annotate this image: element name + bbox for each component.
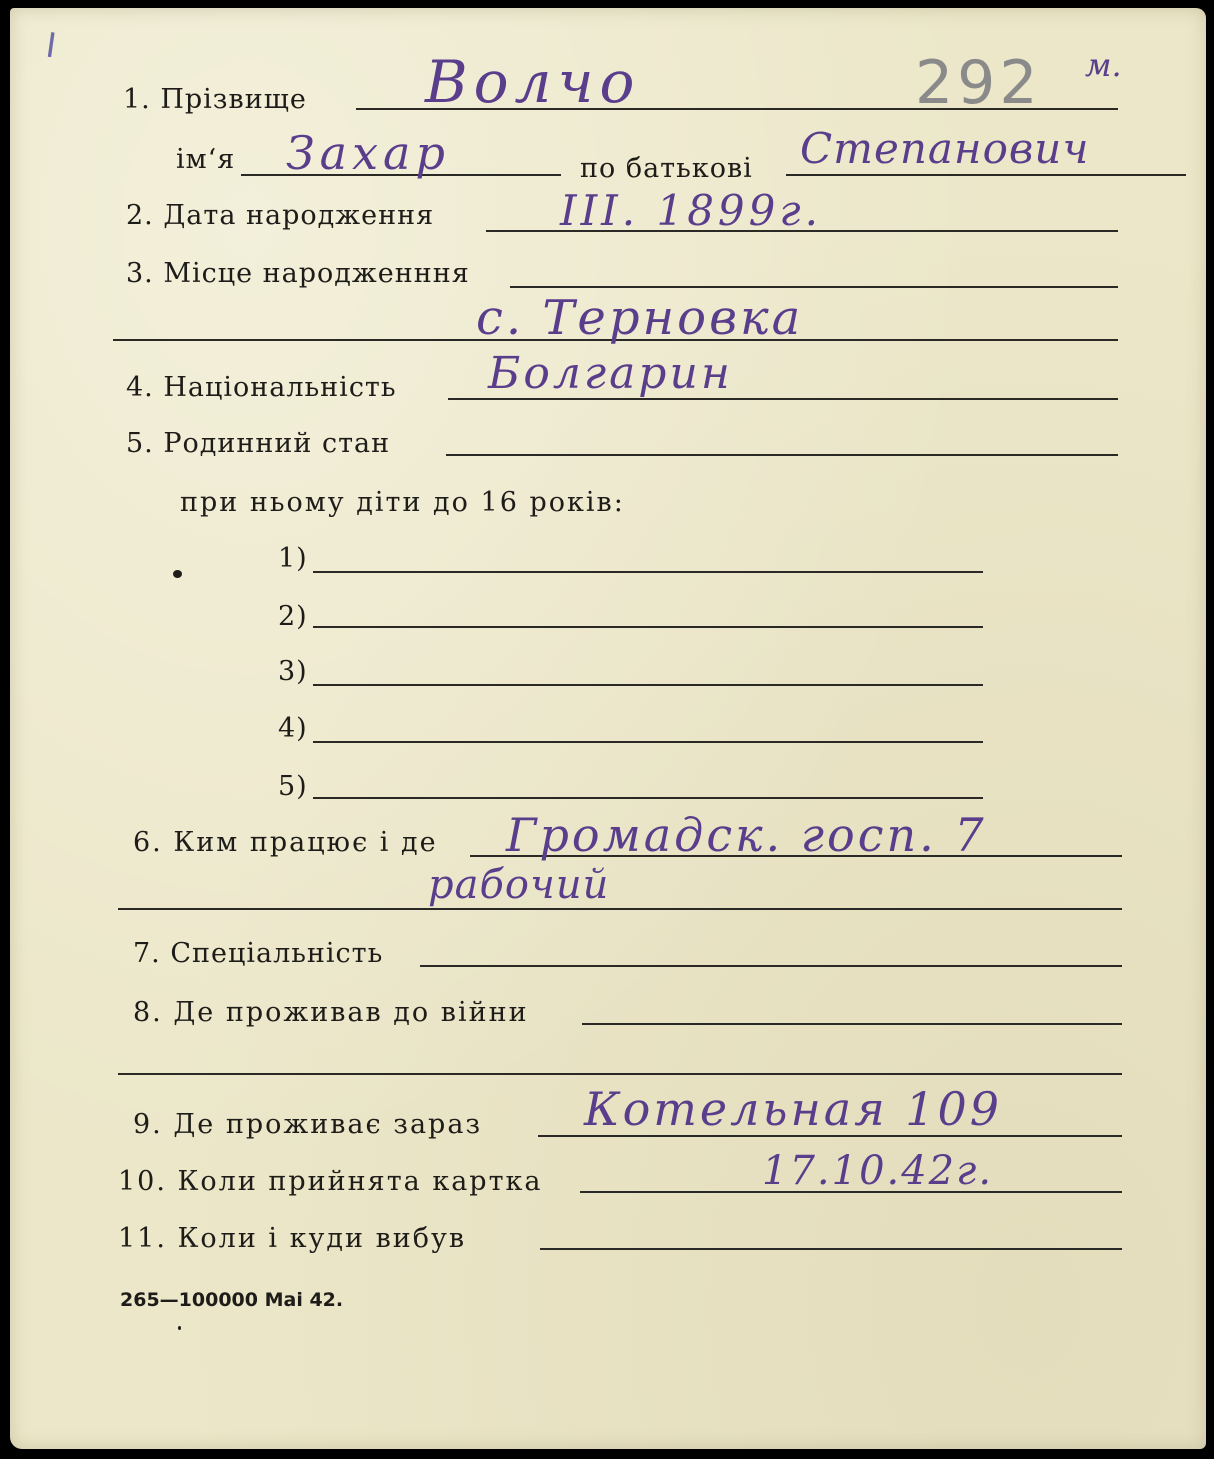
- surname-label: 1. Прізвище: [123, 84, 307, 115]
- corner-mark: I: [43, 25, 59, 67]
- speciality-line: [420, 965, 1122, 967]
- registration-card: [10, 8, 1206, 1449]
- first-name-label: ім‘я: [176, 144, 236, 175]
- birth-place-value[interactable]: с. Терновка: [476, 290, 804, 346]
- card-accepted-label: 10. Коли прийнята картка: [118, 1166, 543, 1197]
- marital-status-line: [446, 454, 1118, 456]
- child-3-label: 3): [278, 656, 308, 687]
- speciality-label: 7. Спеціальність: [133, 938, 384, 969]
- patronymic-label: по батькові: [580, 153, 753, 184]
- print-run-note: 265—100000 Mai 42.: [120, 1289, 344, 1311]
- child-5-line[interactable]: [313, 797, 983, 799]
- ink-speck: [173, 570, 182, 578]
- birth-date-value[interactable]: III. 1899г.: [560, 186, 822, 235]
- patronymic-line: [786, 174, 1186, 176]
- workplace-value[interactable]: Громадск. госп. 7: [506, 808, 987, 862]
- child-2-line[interactable]: [313, 626, 983, 628]
- child-4-line[interactable]: [313, 741, 983, 743]
- first-name-value[interactable]: Захар: [286, 126, 450, 180]
- departed-label: 11. Коли і куди вибув: [118, 1223, 467, 1254]
- birth-place-line-1: [510, 286, 1118, 288]
- child-5-label: 5): [278, 771, 308, 802]
- birth-date-label: 2. Дата народження: [126, 200, 435, 231]
- child-4-label: 4): [278, 713, 308, 744]
- departed-line: [540, 1248, 1122, 1250]
- child-1-line[interactable]: [313, 571, 983, 573]
- current-residence-value[interactable]: Котельная 109: [584, 1082, 1003, 1136]
- child-1-label: 1): [278, 543, 308, 574]
- children-label: при ньому діти до 16 років:: [180, 487, 625, 518]
- prewar-residence-line-1: [582, 1023, 1122, 1025]
- nationality-label: 4. Національність: [126, 372, 397, 403]
- workplace-label: 6. Ким працює і де: [133, 827, 438, 858]
- ink-speck: [178, 1326, 181, 1330]
- nationality-value[interactable]: Болгарин: [488, 348, 733, 399]
- workplace-value-2[interactable]: рабочий: [428, 862, 610, 908]
- current-residence-label: 9. Де проживає зараз: [133, 1109, 483, 1140]
- prewar-residence-label: 8. Де проживав до війни: [133, 997, 529, 1028]
- card-accepted-value[interactable]: 17.10.42г.: [762, 1148, 994, 1194]
- marital-status-label: 5. Родинний стан: [126, 428, 391, 459]
- card-number: 292: [915, 48, 1042, 118]
- prewar-residence-line-2: [118, 1073, 1122, 1075]
- birth-place-label: 3. Місце народженння: [126, 258, 470, 289]
- gender-mark: м.: [1085, 46, 1122, 84]
- patronymic-value[interactable]: Степанович: [800, 124, 1090, 173]
- workplace-line-2: [118, 908, 1122, 910]
- child-2-label: 2): [278, 601, 308, 632]
- surname-value[interactable]: Волчо: [425, 48, 641, 116]
- child-3-line[interactable]: [313, 684, 983, 686]
